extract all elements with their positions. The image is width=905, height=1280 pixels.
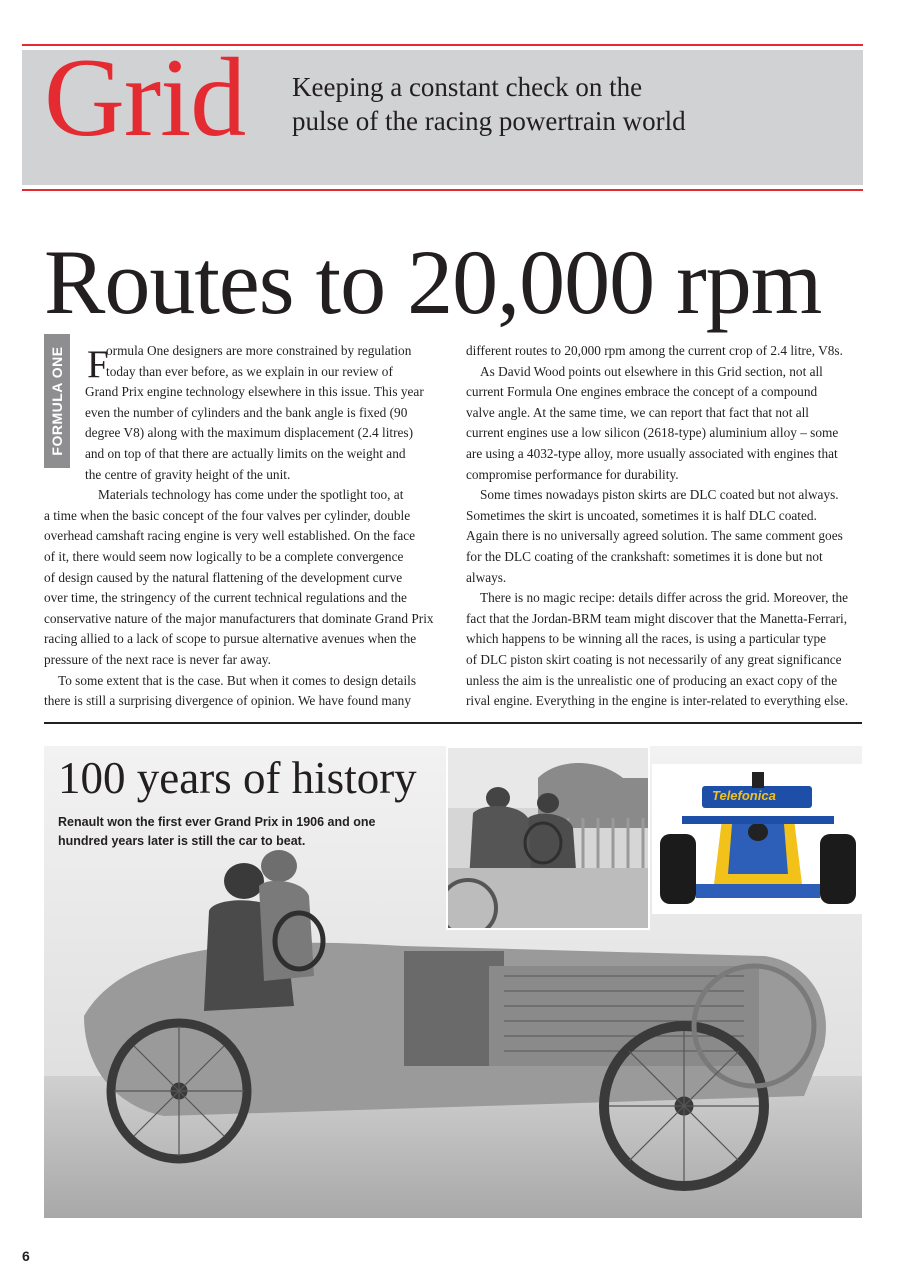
section-tagline (292, 70, 686, 138)
text-line: a time when the basic concept of the four valves per cylinder, double (44, 507, 411, 523)
drivers-illustration (448, 748, 648, 928)
text-line: Sometimes the skirt is uncoated, sometimes it is half DLC coated. (466, 507, 817, 523)
text-line: pressure of the next race is never far away. (44, 651, 271, 667)
text-line: degree V8) along with the maximum displacement (2.4 litres) (85, 425, 414, 441)
article-column-left (44, 341, 442, 712)
drivers-photo (446, 746, 650, 930)
text-line: of it, there would seem now logically to be a complete convergence (44, 548, 404, 564)
article-column-right (466, 341, 864, 712)
text-line: Grand Prix engine technology elsewhere in this issue. This year (85, 384, 424, 400)
article-divider (44, 722, 862, 724)
text-line: conservative nature of the major manufacturers that dominate Grand Prix (44, 610, 434, 626)
drop-cap: F (87, 343, 109, 386)
text-line: of design caused by the natural flattening of the development curve (44, 569, 403, 585)
section-banner (22, 36, 863, 185)
f1-sponsor-livery: Telefonica (712, 788, 776, 803)
tagline-line: Keeping a constant check on the (292, 72, 643, 102)
text-line: there is still a surprising divergence of opinion. We have found many (44, 693, 411, 709)
text-line: always. (466, 569, 507, 585)
text-line: racing allied to a lack of scope to pursue alternative avenues when the (44, 631, 417, 647)
text-line: fact that the Jordan-BRM team might discover that the Manetta-Ferrari, (466, 610, 848, 626)
f1-car-illustration (652, 764, 864, 914)
text-line: of DLC piston skirt coating is not necessarily of any great significance (466, 651, 842, 667)
history-subtitle: Renault won the first ever Grand Prix in 1906 and one hundred years later is still the car to beat. (58, 815, 376, 848)
text-line: the centre of gravity height of the unit. (85, 466, 291, 482)
text-line: even the number of cylinders and the bank angle is fixed (90 (85, 404, 408, 420)
text-line: Some times nowadays piston skirts are DLC coated but not always. (480, 487, 839, 503)
text-line: different routes to 20,000 rpm among the current crop of 2.4 litre, V8s. (466, 343, 843, 358)
text-line: over time, the stringency of the current technical regulations and the (44, 590, 407, 606)
modern-f1-car-photo (652, 764, 864, 914)
text-line: unless the aim is the unrealistic one of producing an exact copy of the (466, 672, 838, 688)
text-line: To some extent that is the case. But when it comes to design details (58, 672, 417, 688)
text-line: and on top of that there are actually limits on the weight and (85, 445, 406, 461)
text-line: Again there is no universally agreed solution. The same comment goes (466, 528, 843, 544)
text-line: ormula One designers are more constrained by regulation (106, 343, 412, 358)
text-line: for the DLC coating of the crankshaft: sometimes it is done but not (466, 548, 823, 564)
text-line: There is no magic recipe: details differ across the grid. Moreover, the (480, 590, 849, 606)
text-line: compromise performance for durability. (466, 466, 679, 482)
section-title: Grid (44, 36, 246, 160)
history-title: 100 years of history (58, 753, 417, 803)
text-line: rival engine. Everything in the engine is inter-related to everything else. (466, 693, 849, 709)
text-line: As David Wood points out elsewhere in this Grid section, not all (480, 363, 823, 379)
text-line: which happens to be winning all the races, is using a particular type (466, 631, 827, 647)
text-line: Materials technology has come under the spotlight too, at (98, 487, 404, 503)
text-line: overhead camshaft racing engine is very well established. On the face (44, 528, 416, 544)
text-line: today than ever before, as we explain in our review of (106, 363, 393, 379)
text-line: current engines use a low silicon (2618-type) aluminium alloy – some (466, 425, 839, 441)
article-headline: Routes to 20,000 rpm (44, 231, 822, 333)
text-line: current Formula One engines embrace the concept of a compound (466, 384, 818, 400)
tagline-line: pulse of the racing powertrain world (292, 106, 686, 136)
section-tab-label: FORMULA ONE (49, 346, 65, 456)
page-number: 6 (22, 1248, 30, 1264)
text-line: are using a 4032-type alloy, more usually associated with engines that (466, 445, 838, 461)
banner-bottom-rule (22, 189, 863, 191)
text-line: valve angle. At the same time, we can report that fact that not all (466, 404, 810, 420)
